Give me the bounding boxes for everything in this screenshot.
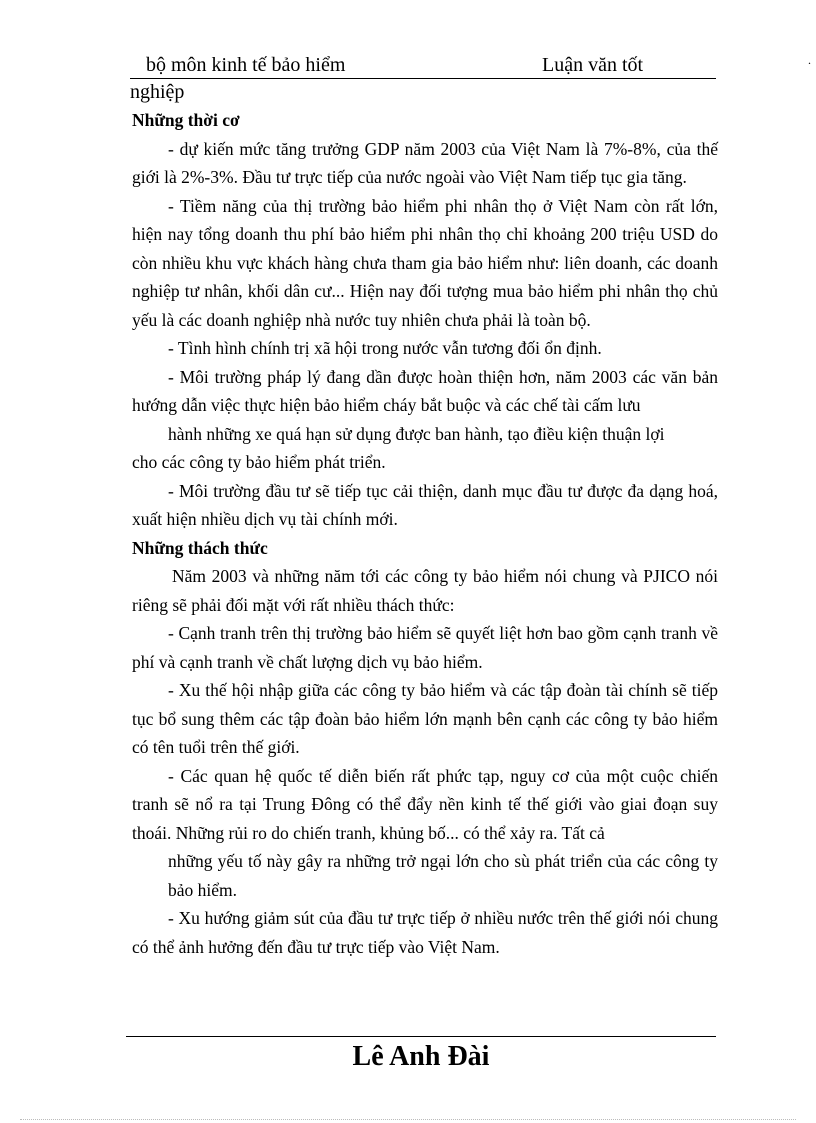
heading-opportunities: Những thời cơ — [132, 110, 240, 130]
paragraph-gdp-growth: - dự kiến mức tăng trưởng GDP năm 2003 của Việt Nam là 7%-8%, của thế giới là 2%-3%. Đầu tư trực tiếp của nước ngoài vào Việt Nam tiếp tục gia tăng. — [132, 138, 718, 187]
page-bottom-border — [20, 1119, 796, 1120]
paragraph-fdi-decline: - Xu hướng giảm sút của đầu tư trực tiếp ở nhiều nước trên thế giới nói chung có thể ảnh hưởng đến đầu tư trực tiếp vào Việt Nam. — [132, 908, 718, 957]
paragraph-challenges-intro: Năm 2003 và những năm tới các công ty bảo hiểm nói chung và PJICO nói riêng sẽ phải đối mặt với rất nhiều thách thức: — [132, 566, 718, 615]
corner-mark: . — [808, 53, 811, 67]
paragraph-market-potential: - Tiềm năng của thị trường bảo hiểm phi nhân thọ ở Việt Nam còn rất lớn, hiện nay tổng doanh thu phí bảo hiểm phi nhân thọ chỉ khoảng 200 triệu USD do còn nhiều khu vực khách hàng chưa tham gia bảo hiểm như: liên doanh, các doanh nghiệp tư nhân, khối dân cư... Hiện nay đối tượng mua bảo hiểm phi nhân thọ chủ yếu là các doanh nghiệp nhà nước tuy nhiên chưa phải là toàn bộ. — [132, 195, 718, 330]
paragraph-legal-environment-cont: hành những xe quá hạn sử dụng được ban hành, tạo điều kiện thuận lợi — [168, 423, 665, 444]
document-body — [132, 106, 718, 961]
paragraph-international-relations-cont: những yếu tố này gây ra những trở ngại lớn cho sù phát triển của các công ty bảo hiểm. — [168, 851, 718, 900]
paragraph-legal-environment-end: cho các công ty bảo hiểm phát triển. — [132, 452, 386, 472]
footer-author: Lê Anh Đài — [352, 1041, 490, 1072]
paragraph-integration: - Xu thế hội nhập giữa các công ty bảo hiểm và các tập đoàn tài chính sẽ tiếp tục bổ sung thêm các tập đoàn bảo hiểm lớn mạnh bên cạnh các công ty bảo hiểm có tên tuổi trên thế giới. — [132, 680, 718, 757]
paragraph-legal-environment: - Môi trường pháp lý đang dần được hoàn thiện hơn, năm 2003 các văn bản hướng dẫn việc thực hiện bảo hiểm cháy bắt buộc và các chế tài cấm lưu — [132, 366, 718, 415]
header-document-type: Luận văn tốt — [542, 54, 644, 76]
header-continuation: nghiệp — [130, 81, 185, 103]
footer-divider — [126, 1036, 716, 1037]
paragraph-political-stability: - Tình hình chính trị xã hội trong nước vẫn tương đối ổn định. — [168, 338, 602, 358]
paragraph-competition: - Cạnh tranh trên thị trường bảo hiểm sẽ quyết liệt hơn bao gồm cạnh tranh về phí và cạnh tranh về chất lượng dịch vụ bảo hiểm. — [132, 623, 718, 672]
heading-challenges: Những thách thức — [132, 537, 268, 558]
paragraph-investment-environment: - Môi trường đầu tư sẽ tiếp tục cải thiện, danh mục đầu tư được đa dạng hoá, xuất hiện nhiều dịch vụ tài chính mới. — [132, 480, 718, 529]
header-department: bộ môn kinh tế bảo hiểm — [146, 54, 346, 76]
page-header — [130, 52, 716, 79]
paragraph-international-relations: - Các quan hệ quốc tế diễn biến rất phức tạp, nguy cơ của một cuộc chiến tranh sẽ nổ ra tại Trung Đông có thể đẩy nền kinh tế thế giới vào giai đoạn suy thoái. Những rủi ro do chiến tranh, khủng bố... có thể xảy ra. Tất cả — [132, 765, 718, 843]
